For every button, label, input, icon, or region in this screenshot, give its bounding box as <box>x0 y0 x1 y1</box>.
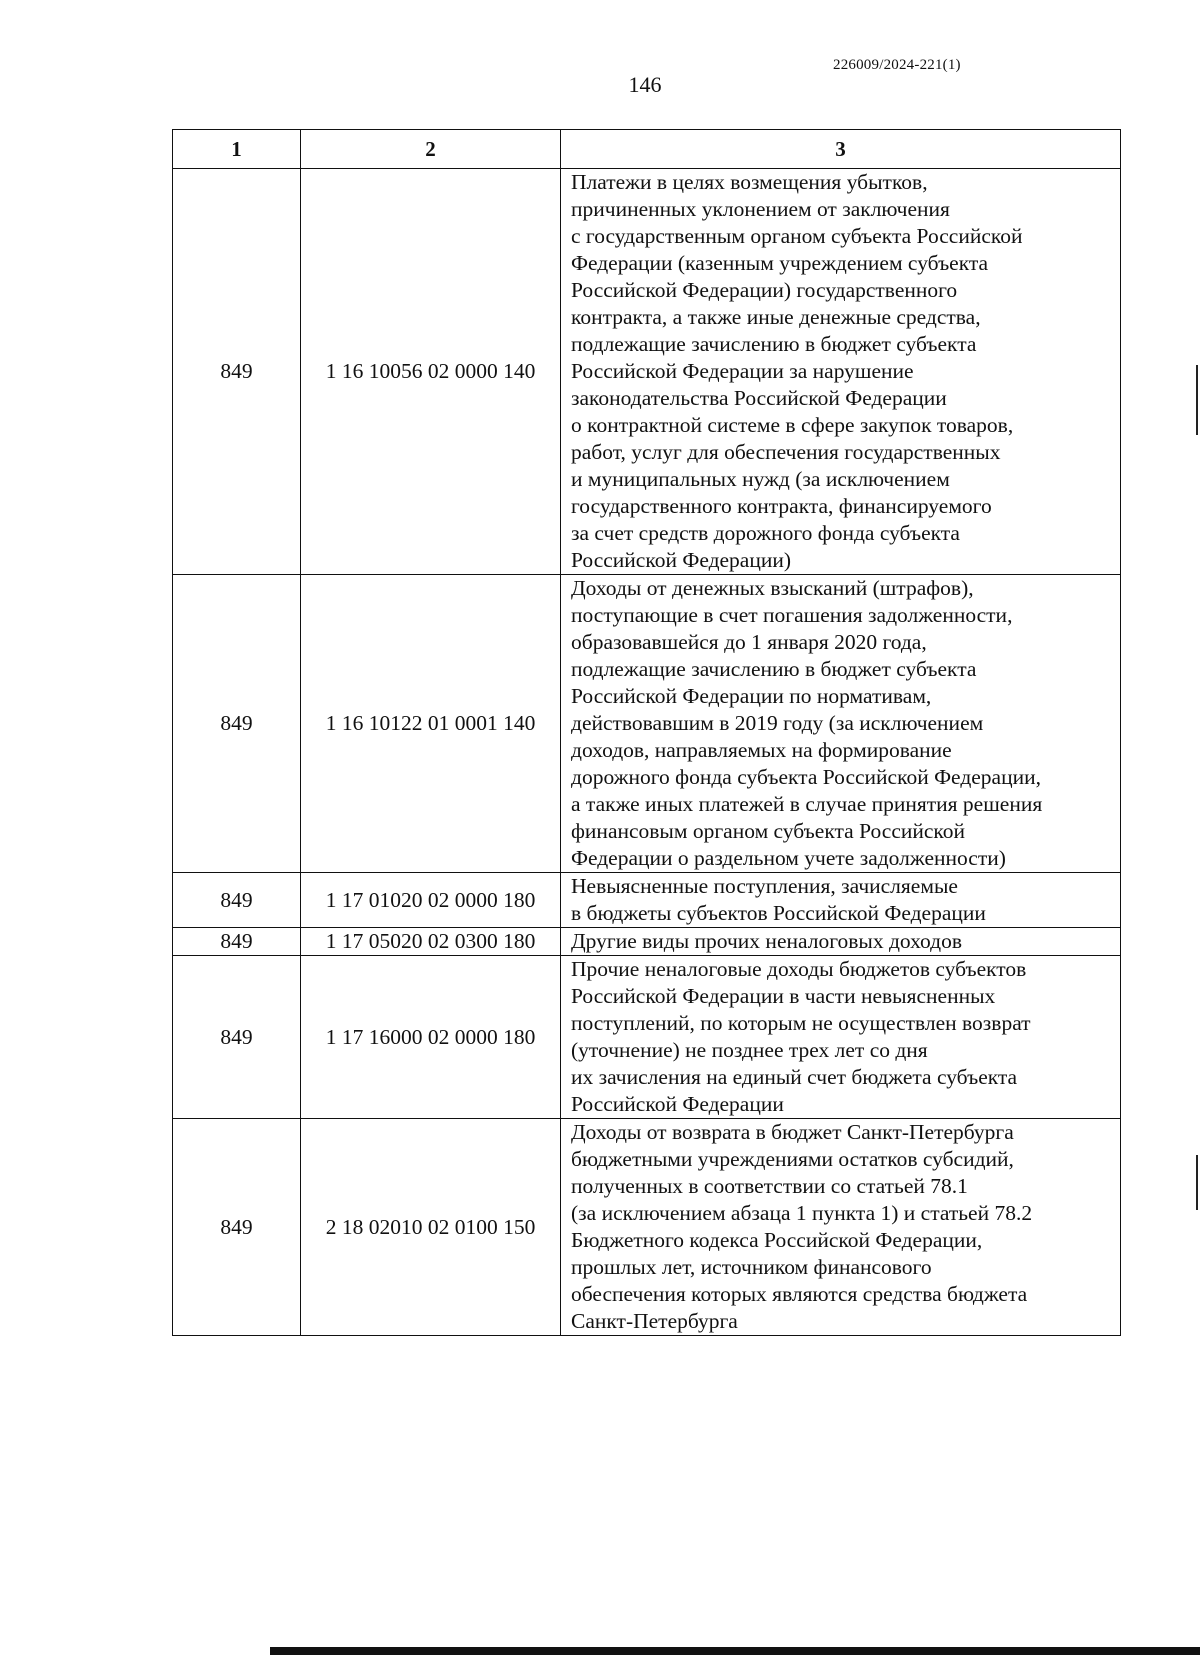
revenue-description-cell <box>561 1119 1121 1336</box>
description-line: доходов, направляемых на формирование <box>571 738 952 762</box>
budget-classification-code-cell: 1 17 05020 02 0300 180 <box>301 928 561 956</box>
column-header-3: 3 <box>561 130 1121 169</box>
description-line: причиненных уклонением от заключения <box>571 197 950 221</box>
admin-code-cell: 849 <box>173 1119 301 1336</box>
revenue-description-cell <box>561 169 1121 575</box>
description-line: подлежащие зачислению в бюджет субъекта <box>571 657 977 681</box>
scan-mark <box>1196 1155 1198 1210</box>
column-header-2: 2 <box>301 130 561 169</box>
description-line: а также иных платежей в случае принятия решения <box>571 792 1043 816</box>
description-line: Российской Федерации за нарушение <box>571 359 914 383</box>
description-line: Российской Федерации <box>571 1092 784 1116</box>
description-line: прошлых лет, источником финансового <box>571 1255 932 1279</box>
budget-codes-table <box>172 129 1121 1336</box>
description-line: Бюджетного кодекса Российской Федерации, <box>571 1228 983 1252</box>
description-line: Платежи в целях возмещения убытков, <box>571 170 928 194</box>
table-row <box>173 956 1121 1119</box>
budget-classification-code-cell: 2 18 02010 02 0100 150 <box>301 1119 561 1336</box>
table-body <box>173 169 1121 1336</box>
description-line: бюджетными учреждениями остатков субсидий, <box>571 1147 1014 1171</box>
description-line: работ, услуг для обеспечения государственных <box>571 440 1001 464</box>
page-number: 146 <box>628 72 662 97</box>
budget-classification-code-cell: 1 17 16000 02 0000 180 <box>301 956 561 1119</box>
budget-classification-code-cell: 1 17 01020 02 0000 180 <box>301 873 561 928</box>
description-line: образовавшейся до 1 января 2020 года, <box>571 630 927 654</box>
description-line: с государственным органом субъекта Российской <box>571 224 1023 248</box>
description-line: Российской Федерации в части невыясненных <box>571 984 996 1008</box>
description-line: финансовым органом субъекта Российской <box>571 819 966 843</box>
description-line: их зачисления на единый счет бюджета субъекта <box>571 1065 1018 1089</box>
revenue-description-cell <box>561 575 1121 873</box>
revenue-description-cell <box>561 956 1121 1119</box>
revenue-description-cell <box>561 873 1121 928</box>
admin-code-cell: 849 <box>173 169 301 575</box>
description-line: Российской Федерации) <box>571 548 792 572</box>
table-row <box>173 169 1121 575</box>
table-row <box>173 575 1121 873</box>
description-line: Российской Федерации по нормативам, <box>571 684 932 708</box>
column-header-1: 1 <box>173 130 301 169</box>
revenue-description-cell <box>561 928 1121 956</box>
description-line: Доходы от денежных взысканий (штрафов), <box>571 576 974 600</box>
description-line: Доходы от возврата в бюджет Санкт-Петербурга <box>571 1120 1014 1144</box>
admin-code-cell: 849 <box>173 575 301 873</box>
document-number: 226009/2024-221(1) <box>833 57 961 73</box>
description-line: Другие виды прочих неналоговых доходов <box>571 929 963 953</box>
description-line: о контрактной системе в сфере закупок товаров, <box>571 413 1014 437</box>
description-line: Российской Федерации) государственного <box>571 278 958 302</box>
table-header-row <box>173 130 1121 169</box>
budget-classification-code-cell: 1 16 10056 02 0000 140 <box>301 169 561 575</box>
description-line: поступлений, по которым не осуществлен возврат <box>571 1011 1031 1035</box>
scan-edge <box>270 1647 1200 1655</box>
description-line: законодательства Российской Федерации <box>571 386 947 410</box>
description-line: подлежащие зачислению в бюджет субъекта <box>571 332 977 356</box>
table-row <box>173 873 1121 928</box>
description-line: и муниципальных нужд (за исключением <box>571 467 950 491</box>
scan-mark <box>1196 365 1198 435</box>
description-line: (уточнение) не позднее трех лет со дня <box>571 1038 928 1062</box>
table-row <box>173 928 1121 956</box>
description-line: в бюджеты субъектов Российской Федерации <box>571 901 986 925</box>
description-line: Федерации о раздельном учете задолженности) <box>571 846 1006 870</box>
description-line: Санкт-Петербурга <box>571 1309 738 1333</box>
description-line: обеспечения которых являются средства бюджета <box>571 1282 1028 1306</box>
description-line: Федерации (казенным учреждением субъекта <box>571 251 989 275</box>
description-line: действовавшим в 2019 году (за исключением <box>571 711 984 735</box>
admin-code-cell: 849 <box>173 873 301 928</box>
admin-code-cell: 849 <box>173 928 301 956</box>
description-line: полученных в соответствии со статьей 78.1 <box>571 1174 968 1198</box>
description-line: Невыясненные поступления, зачисляемые <box>571 874 958 898</box>
description-line: Прочие неналоговые доходы бюджетов субъектов <box>571 957 1027 981</box>
description-line: (за исключением абзаца 1 пункта 1) и статьей 78.2 <box>571 1201 1033 1225</box>
description-line: государственного контракта, финансируемого <box>571 494 992 518</box>
description-line: поступающие в счет погашения задолженности, <box>571 603 1013 627</box>
admin-code-cell: 849 <box>173 956 301 1119</box>
description-line: за счет средств дорожного фонда субъекта <box>571 521 960 545</box>
budget-classification-code-cell: 1 16 10122 01 0001 140 <box>301 575 561 873</box>
description-line: дорожного фонда субъекта Российской Федерации, <box>571 765 1041 789</box>
table-row <box>173 1119 1121 1336</box>
description-line: контракта, а также иные денежные средства, <box>571 305 981 329</box>
